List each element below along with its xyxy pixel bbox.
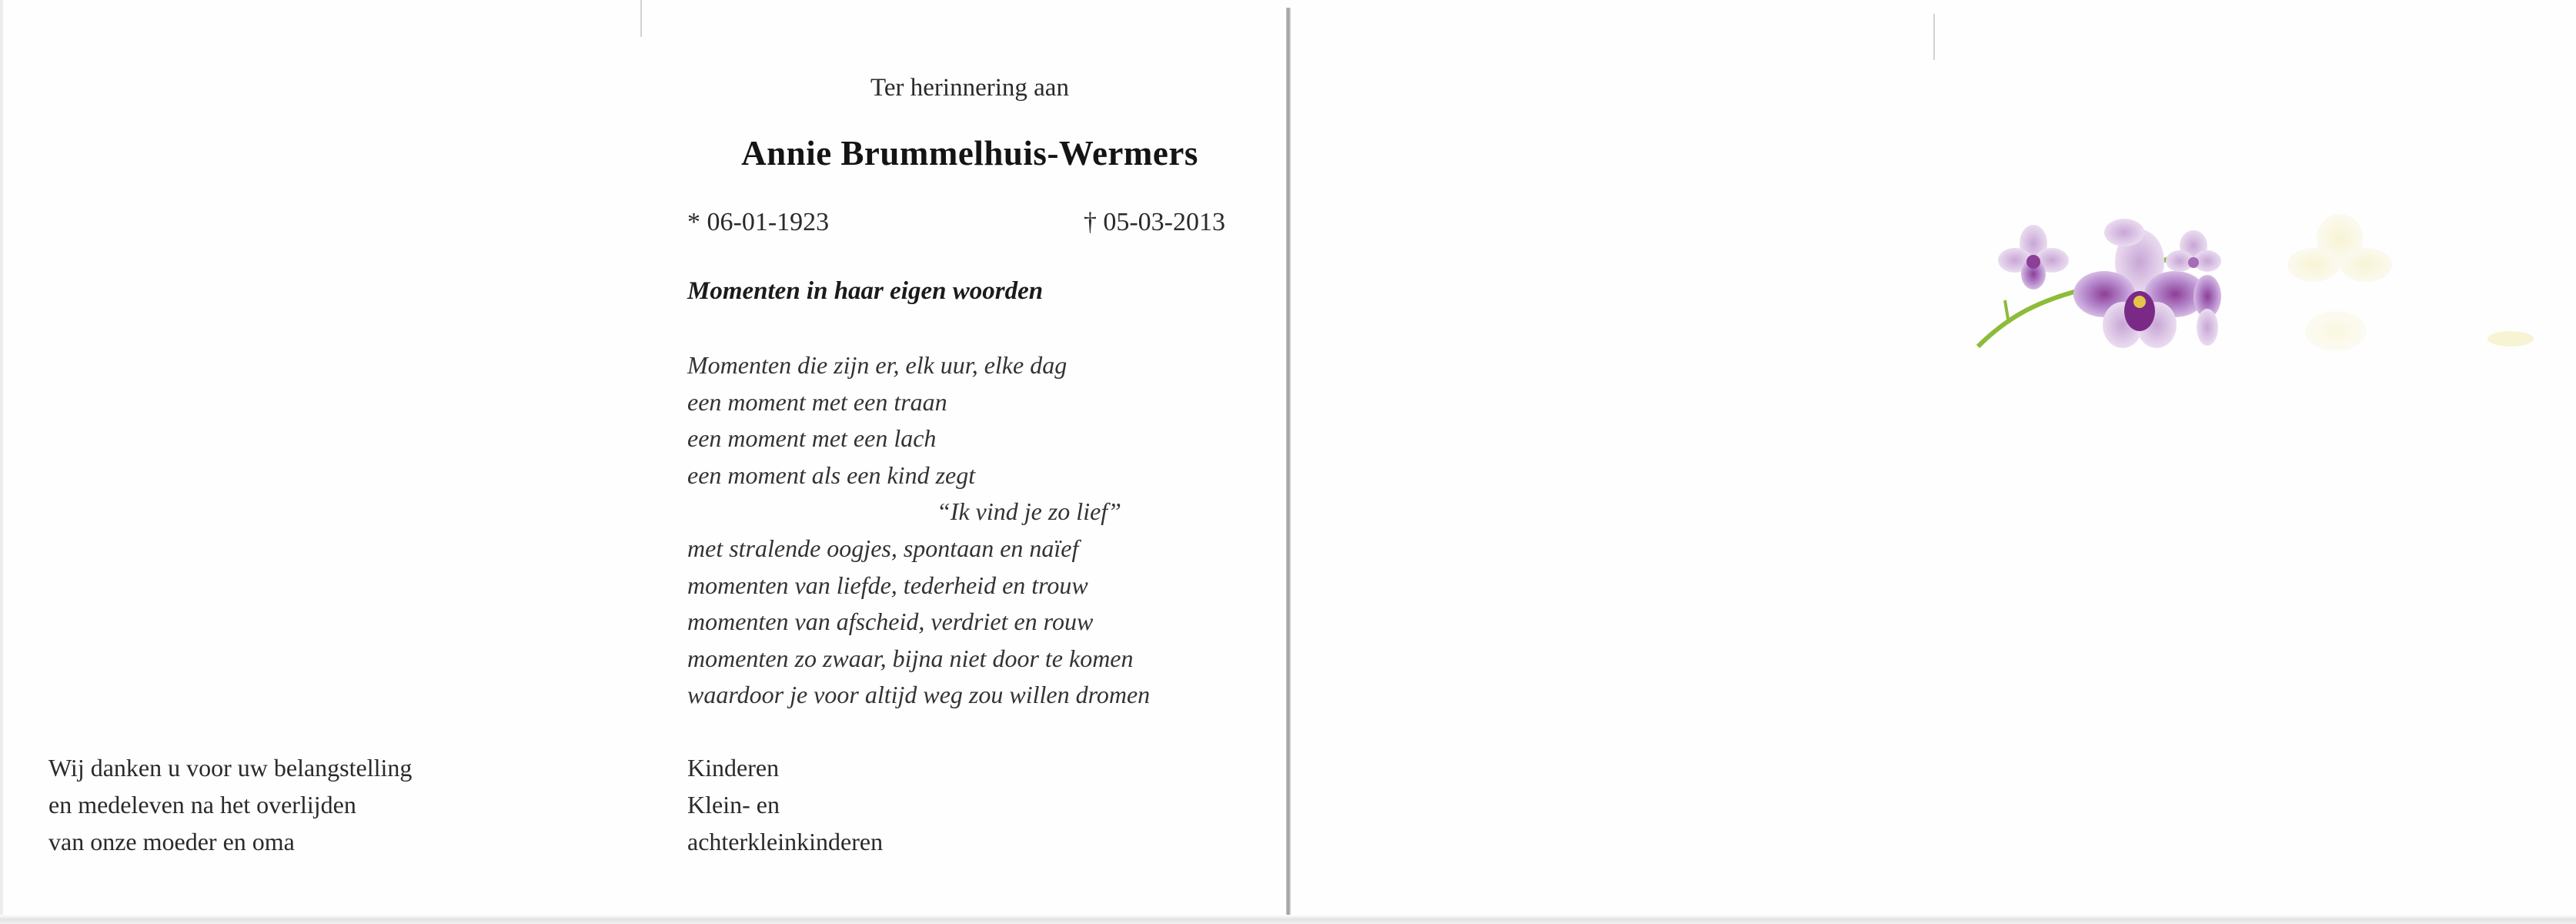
poem-line: Momenten die zijn er, elk uur, elke dag xyxy=(687,351,1067,379)
orchid-bud xyxy=(2104,219,2144,246)
thanks-message xyxy=(48,749,412,860)
family-line: achterkleinkinderen xyxy=(687,828,884,855)
memorial-heading: Ter herinnering aan xyxy=(870,74,1069,102)
poem-line: momenten van liefde, tederheid en trouw xyxy=(687,571,1088,599)
thanks-line: Wij danken u voor uw belangstelling xyxy=(48,754,413,782)
card-fold xyxy=(1286,8,1291,918)
orchid-flower xyxy=(1998,225,2069,290)
orchid-flower-faded xyxy=(2287,214,2392,282)
family-line: Klein- en xyxy=(687,791,780,819)
poem-line: een moment met een traan xyxy=(687,387,947,416)
family-signature xyxy=(687,749,883,860)
orchid-flower-faded xyxy=(2305,311,2367,351)
poem-line: een moment met een lach xyxy=(687,424,937,453)
deceased-name: Annie Brummelhuis-Wermers xyxy=(741,134,1198,172)
card-bottom-edge xyxy=(0,915,2576,924)
poem xyxy=(687,347,1272,714)
poem-line: “Ik vind je zo lief” xyxy=(937,497,1121,526)
orchid-flower xyxy=(2193,275,2221,346)
crop-mark xyxy=(1933,14,1935,60)
orchid-bud-faded xyxy=(2487,331,2534,346)
crop-mark xyxy=(640,0,642,37)
thanks-line: en medeleven na het overlijden xyxy=(48,791,356,819)
poem-line: momenten van afscheid, verdriet en rouw xyxy=(687,608,1094,636)
family-line: Kinderen xyxy=(687,754,780,782)
orchid-flower xyxy=(2166,230,2221,272)
thanks-line: van onze moeder en oma xyxy=(48,828,295,855)
poem-line: met stralende oogjes, spontaan en naïef xyxy=(687,534,1079,562)
card-left-edge xyxy=(0,0,3,924)
poem-title: Momenten in haar eigen woorden xyxy=(687,277,1044,305)
birth-date: * 06-01-1923 xyxy=(687,208,830,236)
orchid-branch-image xyxy=(1963,185,2548,385)
death-date: † 05-03-2013 xyxy=(1083,208,1225,236)
poem-line: momenten zo zwaar, bijna niet door te komen xyxy=(687,644,1134,672)
poem-line: waardoor je voor altijd weg zou willen dromen xyxy=(687,681,1151,709)
poem-line: een moment als een kind zegt xyxy=(687,460,976,489)
